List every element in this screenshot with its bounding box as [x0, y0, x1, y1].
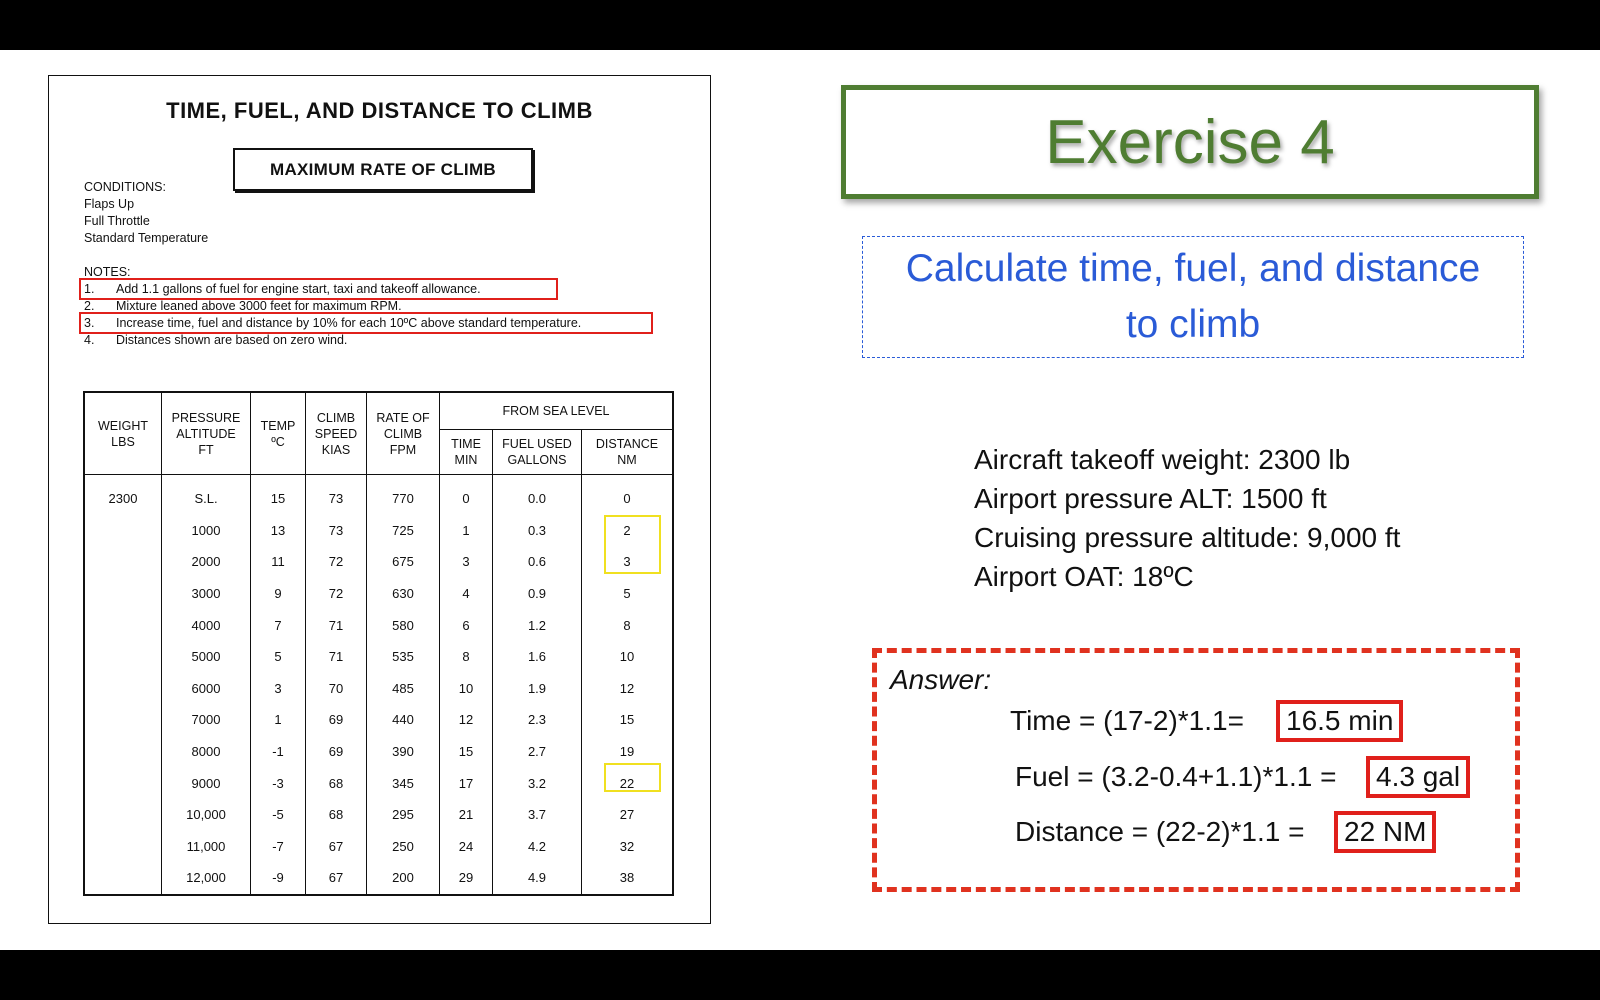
table-cell-temp: 3	[251, 673, 306, 705]
table-cell-temp: 15	[251, 475, 306, 515]
table-cell-weight	[84, 799, 162, 831]
table-cell-dist: 0	[582, 475, 674, 515]
table-cell-dist: 12	[582, 673, 674, 705]
time-equation: Time = (17-2)*1.1=	[1010, 705, 1244, 736]
table-cell-fuel: 1.9	[493, 673, 582, 705]
table-cell-fpm: 295	[367, 799, 440, 831]
notes-block	[84, 264, 581, 349]
task-line: to climb	[1125, 303, 1261, 346]
table-cell-weight	[84, 736, 162, 768]
given-airport-pressure-alt: Airport pressure ALT: 1500 ft	[974, 483, 1327, 514]
table-cell-fuel: 2.3	[493, 704, 582, 736]
table-cell-kias: 72	[306, 578, 367, 610]
table-cell-time: 24	[440, 831, 493, 863]
table-cell-dist: 27	[582, 799, 674, 831]
table-cell-fuel: 0.6	[493, 546, 582, 578]
table-cell-alt: 9000	[162, 767, 251, 799]
given-data	[974, 440, 1400, 596]
slide	[0, 50, 1600, 950]
table-row	[84, 673, 673, 705]
table-cell-weight	[84, 609, 162, 641]
table-row	[84, 831, 673, 863]
fuel-result: 4.3 gal	[1366, 756, 1470, 798]
table-cell-alt: 11,000	[162, 831, 251, 863]
table-cell-time: 8	[440, 641, 493, 673]
col-header-fuel-used: FUEL USED GALLONS	[493, 430, 582, 475]
exercise-title: Exercise 4	[1045, 107, 1335, 177]
table-cell-time: 0	[440, 475, 493, 515]
table-cell-time: 10	[440, 673, 493, 705]
table-cell-dist: 3	[582, 546, 674, 578]
table-cell-fuel: 0.9	[493, 578, 582, 610]
given-cruising-altitude: Cruising pressure altitude: 9,000 ft	[974, 522, 1401, 553]
table-row	[84, 704, 673, 736]
table-cell-temp: 5	[251, 641, 306, 673]
table-cell-fuel: 4.2	[493, 831, 582, 863]
note-item	[84, 315, 581, 332]
table-cell-dist: 22	[582, 767, 674, 799]
note-number: 2.	[84, 299, 95, 313]
col-header-rate-of-climb: RATE OF CLIMB FPM	[367, 392, 440, 475]
table-cell-time: 21	[440, 799, 493, 831]
conditions-block	[84, 179, 208, 247]
note-text: Distances shown are based on zero wind.	[116, 333, 348, 347]
table-cell-dist: 32	[582, 831, 674, 863]
table-cell-dist: 5	[582, 578, 674, 610]
table-row	[84, 546, 673, 578]
note-number: 4.	[84, 333, 95, 347]
table-row	[84, 736, 673, 768]
col-header-from-sea-level: FROM SEA LEVEL	[440, 392, 674, 430]
table-cell-weight	[84, 831, 162, 863]
table-cell-dist: 15	[582, 704, 674, 736]
fuel-equation: Fuel = (3.2-0.4+1.1)*1.1 =	[1015, 761, 1337, 792]
table-cell-alt: 2000	[162, 546, 251, 578]
table-cell-time: 29	[440, 862, 493, 895]
table-cell-time: 6	[440, 609, 493, 641]
table-cell-fpm: 580	[367, 609, 440, 641]
given-airport-oat: Airport OAT: 18ºC	[974, 561, 1194, 592]
note-item	[84, 281, 581, 298]
climb-data-table	[83, 391, 674, 896]
col-header-weight: WEIGHT LBS	[84, 392, 162, 475]
table-cell-time: 17	[440, 767, 493, 799]
table-cell-alt: 6000	[162, 673, 251, 705]
col-header-pressure-altitude: PRESSURE ALTITUDE FT	[162, 392, 251, 475]
table-cell-alt: S.L.	[162, 475, 251, 515]
table-row	[84, 475, 673, 515]
table-cell-fuel: 3.2	[493, 767, 582, 799]
table-cell-alt: 1000	[162, 515, 251, 547]
table-cell-kias: 67	[306, 862, 367, 895]
distance-equation: Distance = (22-2)*1.1 =	[1015, 816, 1305, 847]
answer-label: Answer:	[890, 664, 992, 695]
notes-heading: NOTES:	[84, 265, 131, 279]
table-row	[84, 767, 673, 799]
table-cell-dist: 19	[582, 736, 674, 768]
table-cell-time: 3	[440, 546, 493, 578]
table-cell-alt: 7000	[162, 704, 251, 736]
table-cell-kias: 69	[306, 736, 367, 768]
chart-subtitle-box	[233, 148, 533, 191]
table-cell-fuel: 0.0	[493, 475, 582, 515]
table-cell-weight	[84, 673, 162, 705]
table-row	[84, 609, 673, 641]
distance-result: 22 NM	[1334, 811, 1436, 853]
table-cell-time: 4	[440, 578, 493, 610]
table-cell-temp: -9	[251, 862, 306, 895]
conditions-heading: CONDITIONS:	[84, 180, 166, 194]
table-cell-alt: 10,000	[162, 799, 251, 831]
table-cell-fpm: 725	[367, 515, 440, 547]
table-cell-fpm: 675	[367, 546, 440, 578]
table-cell-temp: 9	[251, 578, 306, 610]
task-box	[862, 236, 1524, 358]
table-row	[84, 641, 673, 673]
table-cell-alt: 12,000	[162, 862, 251, 895]
table-cell-temp: -5	[251, 799, 306, 831]
table-cell-fuel: 1.6	[493, 641, 582, 673]
col-header-temp: TEMP ºC	[251, 392, 306, 475]
table-cell-time: 12	[440, 704, 493, 736]
table-cell-alt: 3000	[162, 578, 251, 610]
note-text: Add 1.1 gallons of fuel for engine start, taxi and takeoff allowance.	[116, 282, 481, 296]
table-cell-fuel: 1.2	[493, 609, 582, 641]
table-cell-fuel: 4.9	[493, 862, 582, 895]
table-cell-kias: 73	[306, 475, 367, 515]
col-header-time: TIME MIN	[440, 430, 493, 475]
table-cell-time: 1	[440, 515, 493, 547]
note-item	[84, 332, 581, 349]
table-cell-dist: 8	[582, 609, 674, 641]
exercise-title-box	[841, 85, 1539, 199]
table-cell-alt: 4000	[162, 609, 251, 641]
table-cell-dist: 10	[582, 641, 674, 673]
note-text: Increase time, fuel and distance by 10% for each 10ºC above standard temperature.	[116, 316, 582, 330]
table-cell-kias: 68	[306, 799, 367, 831]
table-cell-alt: 5000	[162, 641, 251, 673]
table-cell-fuel: 0.3	[493, 515, 582, 547]
table-cell-kias: 69	[306, 704, 367, 736]
table-row	[84, 515, 673, 547]
table-cell-weight	[84, 546, 162, 578]
table-cell-weight	[84, 704, 162, 736]
table-cell-fpm: 250	[367, 831, 440, 863]
table-cell-weight	[84, 578, 162, 610]
table-cell-temp: -7	[251, 831, 306, 863]
table-cell-fpm: 485	[367, 673, 440, 705]
table-cell-kias: 70	[306, 673, 367, 705]
table-cell-fpm: 345	[367, 767, 440, 799]
table-cell-kias: 67	[306, 831, 367, 863]
col-header-climb-speed: CLIMB SPEED KIAS	[306, 392, 367, 475]
table-cell-temp: 13	[251, 515, 306, 547]
table-cell-kias: 71	[306, 609, 367, 641]
table-cell-fpm: 535	[367, 641, 440, 673]
task-line: Calculate time, fuel, and distance	[905, 247, 1481, 290]
table-cell-weight	[84, 767, 162, 799]
table-cell-fpm: 630	[367, 578, 440, 610]
note-text: Mixture leaned above 3000 feet for maximum RPM.	[116, 299, 402, 313]
table-cell-weight	[84, 641, 162, 673]
condition-item: Standard Temperature	[84, 231, 209, 245]
table-cell-time: 15	[440, 736, 493, 768]
col-header-distance: DISTANCE NM	[582, 430, 674, 475]
table-cell-kias: 68	[306, 767, 367, 799]
table-cell-temp: 11	[251, 546, 306, 578]
table-row	[84, 862, 673, 895]
table-cell-fpm: 200	[367, 862, 440, 895]
table-cell-weight	[84, 862, 162, 895]
table-cell-kias: 71	[306, 641, 367, 673]
table-row	[84, 578, 673, 610]
condition-item: Full Throttle	[84, 214, 150, 228]
table-cell-alt: 8000	[162, 736, 251, 768]
table-cell-temp: 7	[251, 609, 306, 641]
note-number: 3.	[84, 316, 95, 330]
condition-item: Flaps Up	[84, 197, 135, 211]
table-row	[84, 799, 673, 831]
table-cell-weight	[84, 515, 162, 547]
chart-subtitle: MAXIMUM RATE OF CLIMB	[269, 159, 496, 179]
document-title: TIME, FUEL, AND DISTANCE TO CLIMB	[166, 98, 593, 123]
table-cell-kias: 72	[306, 546, 367, 578]
table-cell-temp: -1	[251, 736, 306, 768]
climb-chart-document	[48, 75, 711, 924]
table-cell-fuel: 2.7	[493, 736, 582, 768]
table-body	[84, 475, 673, 895]
table-cell-fpm: 770	[367, 475, 440, 515]
table-cell-temp: -3	[251, 767, 306, 799]
note-number: 1.	[84, 282, 95, 296]
task-text	[906, 241, 1481, 353]
table-cell-fpm: 390	[367, 736, 440, 768]
table-cell-temp: 1	[251, 704, 306, 736]
table-cell-fpm: 440	[367, 704, 440, 736]
table-cell-fuel: 3.7	[493, 799, 582, 831]
table-cell-dist: 38	[582, 862, 674, 895]
table-cell-kias: 73	[306, 515, 367, 547]
time-result: 16.5 min	[1276, 700, 1403, 742]
note-item	[84, 298, 581, 315]
table-cell-dist: 2	[582, 515, 674, 547]
table-cell-weight: 2300	[84, 475, 162, 515]
given-takeoff-weight: Aircraft takeoff weight: 2300 lb	[974, 444, 1351, 475]
